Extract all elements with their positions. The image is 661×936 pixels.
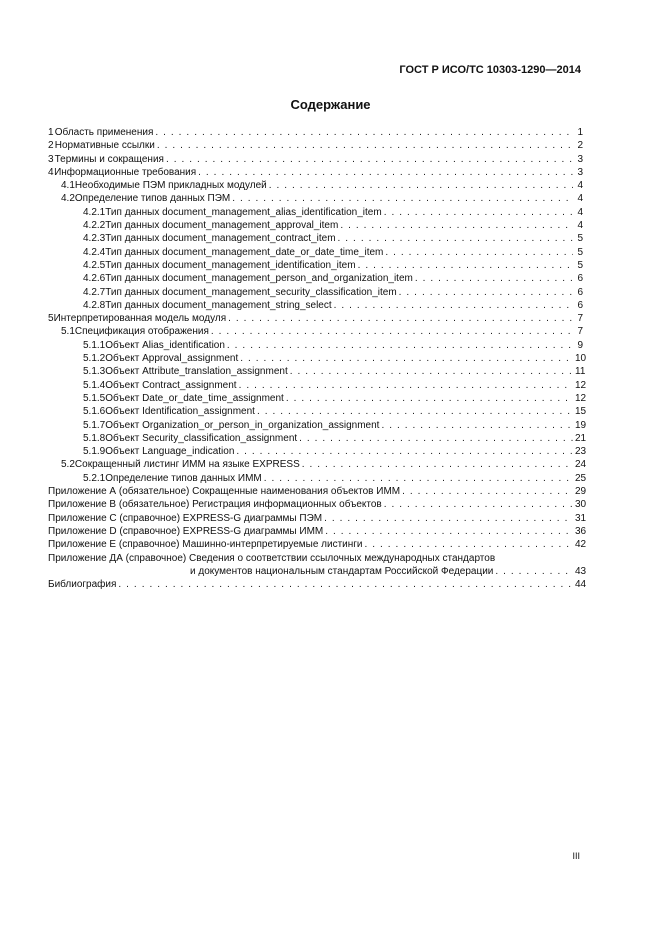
toc-entry-page: 31 bbox=[575, 512, 587, 524]
toc-entry-title: Спецификация отображения bbox=[74, 326, 209, 338]
toc-entry-page: 3 bbox=[577, 153, 583, 165]
toc-entry-page: 29 bbox=[575, 486, 587, 498]
toc-entry-title: Объект Language_indication bbox=[105, 446, 235, 458]
toc-entry-number: 4.2.8 bbox=[83, 299, 106, 311]
toc-entry-title: Объект Identification_assignment bbox=[105, 406, 255, 418]
toc-entry[interactable] bbox=[48, 352, 587, 365]
toc-entry[interactable] bbox=[48, 272, 583, 285]
toc-entry-title: Объект Organization_or_person_in_organization_assignment bbox=[105, 419, 380, 431]
toc-leader-dots bbox=[264, 472, 573, 485]
toc-entry-number: 4.2.1 bbox=[83, 206, 106, 218]
toc-leader-dots bbox=[415, 272, 573, 285]
toc-entry-title: Приложение ДА (справочное) Сведения о соответствии ссылочных международных стандартов bbox=[48, 552, 496, 564]
toc-entry-title: Тип данных document_management_string_select bbox=[105, 299, 332, 311]
toc-leader-dots bbox=[402, 485, 573, 498]
toc-entry-number: 4.2 bbox=[61, 193, 75, 205]
toc-entry-title: Приложение В (обязательное) Регистрация информационных объектов bbox=[48, 499, 382, 511]
toc-entry-number: 4.2.2 bbox=[83, 220, 106, 232]
toc-entry-page: 1 bbox=[577, 127, 583, 138]
toc-entry-page: 12 bbox=[575, 392, 587, 404]
toc-entry-number: 4.1 bbox=[61, 180, 75, 192]
page-title: Содержание bbox=[290, 97, 371, 112]
toc-entry-number: 4.2.4 bbox=[83, 246, 106, 258]
toc-entry-number: 5.1.3 bbox=[83, 366, 106, 378]
toc-entry[interactable] bbox=[48, 312, 583, 325]
toc-entry[interactable] bbox=[48, 472, 587, 485]
toc-entry-page: 5 bbox=[577, 259, 583, 271]
toc-entry-page: 5 bbox=[577, 233, 583, 245]
toc-entry[interactable] bbox=[48, 419, 587, 432]
toc-leader-dots bbox=[325, 525, 573, 538]
toc-entry-number: 2 bbox=[48, 140, 54, 152]
toc-entry[interactable] bbox=[48, 232, 583, 245]
toc-entry[interactable] bbox=[48, 538, 587, 551]
toc-entry-page: 15 bbox=[575, 406, 587, 418]
toc-entry[interactable] bbox=[48, 299, 583, 312]
toc-entry[interactable] bbox=[48, 339, 583, 352]
toc-entry[interactable] bbox=[48, 578, 587, 591]
toc-entry-title: Объект Contract_assignment bbox=[105, 379, 237, 391]
toc-entry-number: 5.2.1 bbox=[83, 472, 106, 484]
toc-entry-number: 4.2.5 bbox=[83, 259, 106, 271]
toc-leader-dots bbox=[338, 232, 573, 245]
toc-leader-dots bbox=[232, 192, 573, 205]
toc-entry-title: Приложение А (обязательное) Сокращенные наименования объектов ИММ bbox=[48, 486, 401, 498]
toc-entry-title: Тип данных document_management_approval_item bbox=[105, 220, 339, 232]
toc-entry-title: Тип данных document_management_contract_item bbox=[105, 233, 336, 245]
toc-entry-title: Объект Attribute_translation_assignment bbox=[105, 366, 288, 378]
toc-entry-number: 5.1 bbox=[61, 326, 75, 338]
toc-entry[interactable] bbox=[48, 153, 583, 166]
toc-entry[interactable] bbox=[48, 365, 586, 378]
toc-entry-title: Объект Alias_identification bbox=[105, 339, 225, 351]
toc-leader-dots bbox=[118, 578, 573, 591]
toc-entry[interactable] bbox=[48, 525, 587, 538]
toc-entry[interactable] bbox=[48, 379, 587, 392]
toc-entry-title: Тип данных document_management_alias_identification_item bbox=[105, 206, 382, 218]
toc-leader-dots bbox=[157, 139, 573, 152]
toc-entry-title: Сокращенный листинг ИММ на языке EXPRESS bbox=[74, 459, 300, 471]
toc-entry-page: 6 bbox=[577, 273, 583, 285]
toc-entry-number: 5.1.5 bbox=[83, 392, 106, 404]
toc-entry-title: Объект Date_or_date_time_assignment bbox=[105, 392, 284, 404]
toc-entry-page: 3 bbox=[577, 166, 583, 178]
toc-entry-page: 7 bbox=[577, 313, 583, 325]
toc-entry[interactable] bbox=[48, 126, 583, 139]
toc-leader-dots bbox=[365, 538, 573, 551]
toc-entry[interactable] bbox=[48, 192, 583, 205]
toc-entry-title: Определение типов данных ПЭМ bbox=[74, 193, 231, 205]
toc-entry-title: и документов национальным стандартам Российской Федерации bbox=[190, 565, 494, 577]
toc-entry-page: 44 bbox=[575, 579, 587, 591]
toc-entry-title: Тип данных document_management_security_classification_item bbox=[105, 286, 397, 298]
toc-leader-dots bbox=[286, 392, 573, 405]
toc-entry-page: 25 bbox=[575, 472, 587, 484]
toc-entry-page: 12 bbox=[575, 379, 587, 391]
toc-entry-number: 5.1.1 bbox=[83, 339, 106, 351]
toc-leader-dots bbox=[198, 166, 573, 179]
toc-entry[interactable] bbox=[48, 206, 583, 219]
toc-leader-dots bbox=[299, 432, 573, 445]
toc-leader-dots bbox=[211, 325, 573, 338]
toc-entry-page: 5 bbox=[577, 246, 583, 258]
toc-entry-number: 5.1.8 bbox=[83, 432, 106, 444]
toc-leader-dots bbox=[385, 246, 573, 259]
toc-entry-title: Библиография bbox=[48, 579, 117, 591]
toc-leader-dots bbox=[324, 512, 573, 525]
toc-entry-page: 23 bbox=[575, 446, 587, 458]
toc-entry-page: 6 bbox=[577, 286, 583, 298]
toc-leader-dots bbox=[381, 419, 573, 432]
toc-entry-number: 3 bbox=[48, 153, 54, 165]
toc-entry-title: Интерпретированная модель модуля bbox=[53, 313, 227, 325]
toc-leader-dots bbox=[166, 153, 573, 166]
toc-entry-title: Объект Security_classification_assignment bbox=[105, 432, 298, 444]
toc-entry-title: Тип данных document_management_identification_item bbox=[105, 259, 356, 271]
toc-entry-page: 6 bbox=[577, 299, 583, 311]
toc-leader-dots bbox=[340, 219, 573, 232]
toc-entry-page: 24 bbox=[575, 459, 587, 471]
toc-entry-page: 4 bbox=[577, 180, 583, 192]
toc-entry-title: Приложение D (справочное) EXPRESS-G диаграммы ИММ bbox=[48, 525, 324, 537]
toc-entry-number: 5.2 bbox=[61, 459, 75, 471]
toc-leader-dots bbox=[384, 206, 573, 219]
toc-entry-number: 1 bbox=[48, 127, 54, 138]
toc-leader-dots bbox=[239, 379, 573, 392]
toc-leader-dots bbox=[358, 259, 573, 272]
toc-entry[interactable] bbox=[48, 325, 583, 338]
toc-entry-title: Приложение С (справочное) EXPRESS-G диаграммы ПЭМ bbox=[48, 512, 323, 524]
toc-leader-dots bbox=[228, 312, 573, 325]
toc-leader-dots bbox=[240, 352, 573, 365]
toc-entry-page: 21 bbox=[575, 432, 587, 444]
toc-entry[interactable] bbox=[48, 259, 583, 272]
toc-entry[interactable] bbox=[48, 246, 583, 259]
toc-leader-dots bbox=[227, 339, 573, 352]
toc-entry-title: Необходимые ПЭМ прикладных модулей bbox=[74, 180, 267, 192]
toc-entry[interactable] bbox=[48, 498, 587, 511]
toc-entry-number: 5.1.9 bbox=[83, 446, 106, 458]
toc-entry-number: 4.2.3 bbox=[83, 233, 106, 245]
toc-entry[interactable] bbox=[48, 286, 583, 299]
toc-entry-number: 4 bbox=[48, 166, 54, 178]
toc-entry-title: Область применения bbox=[54, 127, 154, 138]
toc-entry[interactable] bbox=[48, 405, 587, 418]
toc-entry-number: 5.1.2 bbox=[83, 353, 106, 365]
toc-entry-page: 7 bbox=[577, 326, 583, 338]
toc-entry-page: 4 bbox=[577, 220, 583, 232]
toc-entry[interactable] bbox=[48, 552, 583, 565]
toc-entry-page: 2 bbox=[577, 140, 583, 152]
toc-entry-page: 43 bbox=[575, 565, 587, 577]
toc-entry-number: 4.2.6 bbox=[83, 273, 106, 285]
toc-entry-page: 42 bbox=[575, 539, 587, 551]
toc-entry-number: 5.1.7 bbox=[83, 419, 106, 431]
toc-entry-page: 36 bbox=[575, 525, 587, 537]
toc-leader-dots bbox=[269, 179, 573, 192]
toc-entry-page: 4 bbox=[577, 206, 583, 218]
toc-entry[interactable] bbox=[48, 219, 583, 232]
toc-entry-page: 11 bbox=[575, 366, 586, 378]
toc-entry-title: Тип данных document_management_person_and_organization_item bbox=[105, 273, 413, 285]
toc-entry[interactable] bbox=[48, 392, 587, 405]
toc-entry-page: 19 bbox=[575, 419, 587, 431]
toc-entry-title: Информационные требования bbox=[54, 166, 197, 178]
toc-entry-title: Определение типов данных ИММ bbox=[105, 472, 262, 484]
toc-entry[interactable] bbox=[48, 166, 583, 179]
toc-entry-title: Тип данных document_management_date_or_date_time_item bbox=[105, 246, 384, 258]
toc-leader-dots bbox=[302, 458, 573, 471]
table-of-contents bbox=[48, 126, 587, 591]
toc-entry[interactable] bbox=[48, 445, 587, 458]
toc-entry[interactable] bbox=[48, 139, 583, 152]
toc-entry-number: 4.2.7 bbox=[83, 286, 106, 298]
toc-entry[interactable] bbox=[48, 179, 583, 192]
toc-entry[interactable] bbox=[48, 485, 587, 498]
toc-entry-page: 30 bbox=[575, 499, 587, 511]
toc-entry-page: 4 bbox=[577, 193, 583, 205]
toc-leader-dots bbox=[399, 286, 573, 299]
toc-entry-title: Термины и сокращения bbox=[54, 153, 164, 165]
toc-leader-dots bbox=[495, 565, 573, 578]
page-number: III bbox=[572, 851, 580, 861]
toc-entry[interactable] bbox=[48, 458, 587, 471]
toc-entry-number: 5.1.4 bbox=[83, 379, 106, 391]
document-id: ГОСТ Р ИСО/ТС 10303-1290—2014 bbox=[399, 64, 581, 76]
toc-entry[interactable] bbox=[48, 432, 587, 445]
toc-entry[interactable] bbox=[48, 565, 587, 578]
toc-entry-title: Объект Approval_assignment bbox=[105, 353, 239, 365]
toc-entry-number: 5 bbox=[48, 313, 54, 325]
toc-entry-title: Нормативные ссылки bbox=[54, 140, 155, 152]
toc-entry-page: 10 bbox=[575, 353, 587, 365]
toc-entry[interactable] bbox=[48, 512, 587, 525]
toc-entry-page: 9 bbox=[577, 339, 583, 351]
toc-leader-dots bbox=[236, 445, 573, 458]
toc-leader-dots bbox=[384, 498, 573, 511]
toc-leader-dots bbox=[334, 299, 573, 312]
toc-leader-dots bbox=[257, 405, 573, 418]
toc-leader-dots bbox=[155, 126, 573, 139]
toc-leader-dots bbox=[290, 365, 573, 378]
toc-entry-title: Приложение Е (справочное) Машинно-интерпретируемые листинги bbox=[48, 539, 363, 551]
toc-entry-number: 5.1.6 bbox=[83, 406, 106, 418]
